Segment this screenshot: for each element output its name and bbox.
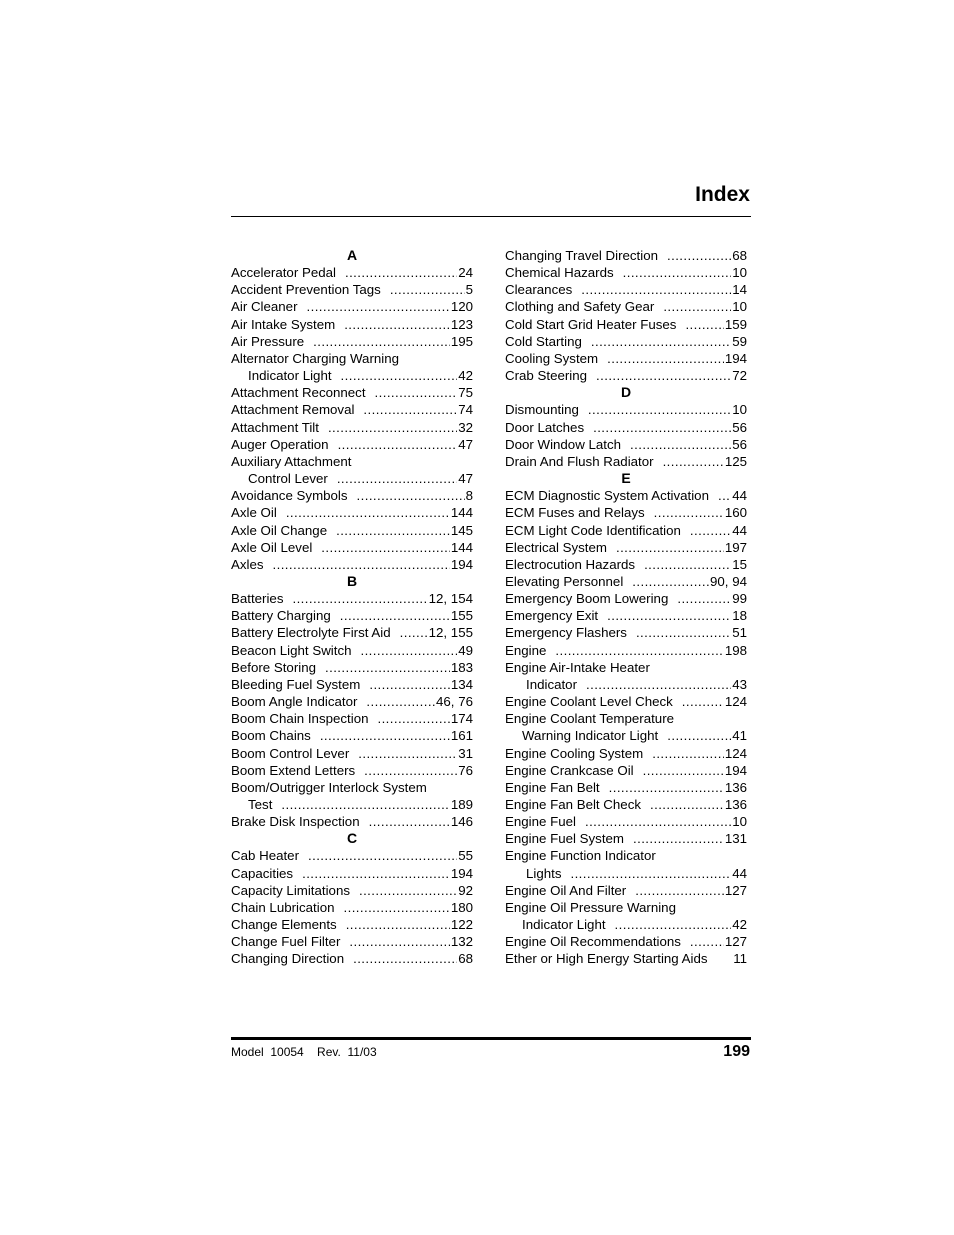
index-entry: Clothing and Safety Gear ..... 10 — [505, 298, 747, 315]
index-entry: Engine Oil Recommendations ..... 127 — [505, 933, 747, 950]
index-entry: Changing Direction ..... 68 — [231, 950, 473, 967]
section-letter-b: B — [346, 572, 358, 589]
index-entry: Dismounting ..... 10 — [505, 401, 747, 418]
index-entry: Door Latches ..... 56 — [505, 419, 747, 436]
index-entry: ECM Diagnostic System Activation ..... 44 — [505, 487, 747, 504]
index-entry: Cold Start Grid Heater Fuses ..... 159 — [505, 316, 747, 333]
index-entry: Chemical Hazards ..... 10 — [505, 264, 747, 281]
index-entry-heading: Alternator Charging Warning — [231, 350, 400, 366]
index-entry: Attachment Reconnect ..... 75 — [231, 384, 473, 401]
footer-model-revision: Model 10054 Rev. 11/03 — [231, 1045, 377, 1059]
index-entry: Crab Steering ..... 72 — [505, 367, 747, 384]
index-entry: Engine ..... 198 — [505, 642, 747, 659]
index-entry: Engine Fuel System ..... 131 — [505, 830, 747, 847]
index-entry: Accelerator Pedal ..... 24 — [231, 264, 473, 281]
index-entry: Avoidance Symbols ..... 8 — [231, 487, 473, 504]
index-entry: Lights ..... 44 — [505, 865, 747, 882]
section-letter-a: A — [346, 247, 358, 263]
index-entry: Change Elements ..... 122 — [231, 916, 473, 933]
index-entry: Test ..... 189 — [231, 796, 473, 813]
index-entry: Engine Fuel ..... 10 — [505, 813, 747, 830]
index-entry: Engine Fan Belt Check ..... 136 — [505, 796, 747, 813]
index-entry: Emergency Exit ..... 18 — [505, 607, 747, 624]
index-entry: Door Window Latch ..... 56 — [505, 436, 747, 453]
index-entry: Battery Charging ..... 155 — [231, 607, 473, 624]
index-entry: Ether or High Energy Starting Aids 11 — [505, 951, 747, 967]
index-entry: Cooling System ..... 194 — [505, 350, 747, 367]
index-entry: Clearances ..... 14 — [505, 281, 747, 298]
index-entry: Engine Fan Belt ..... 136 — [505, 779, 747, 796]
index-entry: Axles ..... 194 — [231, 556, 473, 573]
index-entry: Drain And Flush Radiator ..... 125 — [505, 453, 747, 470]
index-entry: Chain Lubrication ..... 180 — [231, 899, 473, 916]
index-entry: Brake Disk Inspection ..... 146 — [231, 813, 473, 830]
index-entry: ECM Light Code Identification ..... 44 — [505, 522, 747, 539]
index-entry: Air Intake System ..... 123 — [231, 316, 473, 333]
index-entry: Capacity Limitations ..... 92 — [231, 882, 473, 899]
index-entry: Indicator Light ..... 42 — [231, 367, 473, 384]
index-entry-heading: Engine Oil Pressure Warning — [505, 899, 676, 915]
index-entry: Bleeding Fuel System ..... 134 — [231, 676, 473, 693]
index-entry: Attachment Tilt ..... 32 — [231, 419, 473, 436]
index-entry: Before Storing ..... 183 — [231, 659, 473, 676]
index-entry: Electrical System ..... 197 — [505, 539, 747, 556]
header-rule — [231, 216, 751, 217]
index-entry: Control Lever ..... 47 — [231, 470, 473, 487]
index-entry: Boom Angle Indicator ..... 46, 76 — [231, 693, 473, 710]
index-entry: Accident Prevention Tags ..... 5 — [231, 281, 473, 298]
index-entry: Engine Oil And Filter ..... 127 — [505, 882, 747, 899]
index-entry: Warning Indicator Light ..... 41 — [505, 727, 747, 744]
index-entry: Electrocution Hazards ..... 15 — [505, 556, 747, 573]
page-number: 199 — [723, 1043, 750, 1060]
index-entry: Axle Oil ..... 144 — [231, 504, 473, 521]
index-entry-heading: Engine Function Indicator — [505, 848, 656, 864]
index-entry: Air Cleaner ..... 120 — [231, 298, 473, 315]
index-entry: ECM Fuses and Relays ..... 160 — [505, 504, 747, 521]
index-entry-heading: Auxiliary Attachment — [231, 453, 352, 469]
index-entry: Auger Operation ..... 47 — [231, 436, 473, 453]
index-column-left — [231, 247, 473, 968]
index-column-right — [505, 247, 747, 968]
index-entry: Boom Extend Letters ..... 76 — [231, 762, 473, 779]
index-entry: Engine Crankcase Oil ..... 194 — [505, 762, 747, 779]
index-entry: Battery Electrolyte First Aid ..... 12, 155 — [231, 624, 473, 641]
index-entry: Axle Oil Level ..... 144 — [231, 539, 473, 556]
index-entry: Capacities ..... 194 — [231, 865, 473, 882]
index-entry: Indicator ..... 43 — [505, 676, 747, 693]
page-title: Index — [695, 183, 750, 206]
index-entry: Boom Chain Inspection ..... 174 — [231, 710, 473, 727]
index-entry: Boom Control Lever ..... 31 — [231, 745, 473, 762]
index-entry: Emergency Flashers ..... 51 — [505, 624, 747, 641]
index-entry-heading: Engine Air-Intake Heater — [505, 659, 650, 675]
index-entry: Engine Coolant Level Check ..... 124 — [505, 693, 747, 710]
index-entry: Batteries ..... 12, 154 — [231, 590, 473, 607]
section-letter-c: C — [346, 830, 358, 847]
index-entry: Air Pressure ..... 195 — [231, 333, 473, 350]
index-entry: Beacon Light Switch ..... 49 — [231, 642, 473, 659]
section-letter-d: D — [620, 384, 632, 401]
index-entry: Indicator Light ..... 42 — [505, 916, 747, 933]
index-entry: Engine Cooling System ..... 124 — [505, 745, 747, 762]
index-entry: Emergency Boom Lowering ..... 99 — [505, 590, 747, 607]
index-entry: Axle Oil Change ..... 145 — [231, 522, 473, 539]
index-entry: Elevating Personnel ..... 90, 94 — [505, 573, 747, 590]
index-entry: Boom Chains ..... 161 — [231, 727, 473, 744]
index-entry: Change Fuel Filter ..... 132 — [231, 933, 473, 950]
index-entry: Cold Starting ..... 59 — [505, 333, 747, 350]
index-entry: Cab Heater ..... 55 — [231, 847, 473, 864]
section-letter-e: E — [621, 470, 631, 487]
footer-rule — [231, 1037, 751, 1040]
index-entry: Attachment Removal ..... 74 — [231, 401, 473, 418]
index-entry-heading: Engine Coolant Temperature — [505, 711, 675, 727]
index-entry: Changing Travel Direction ..... 68 — [505, 247, 747, 264]
index-entry-heading: Boom/Outrigger Interlock System — [231, 779, 427, 795]
